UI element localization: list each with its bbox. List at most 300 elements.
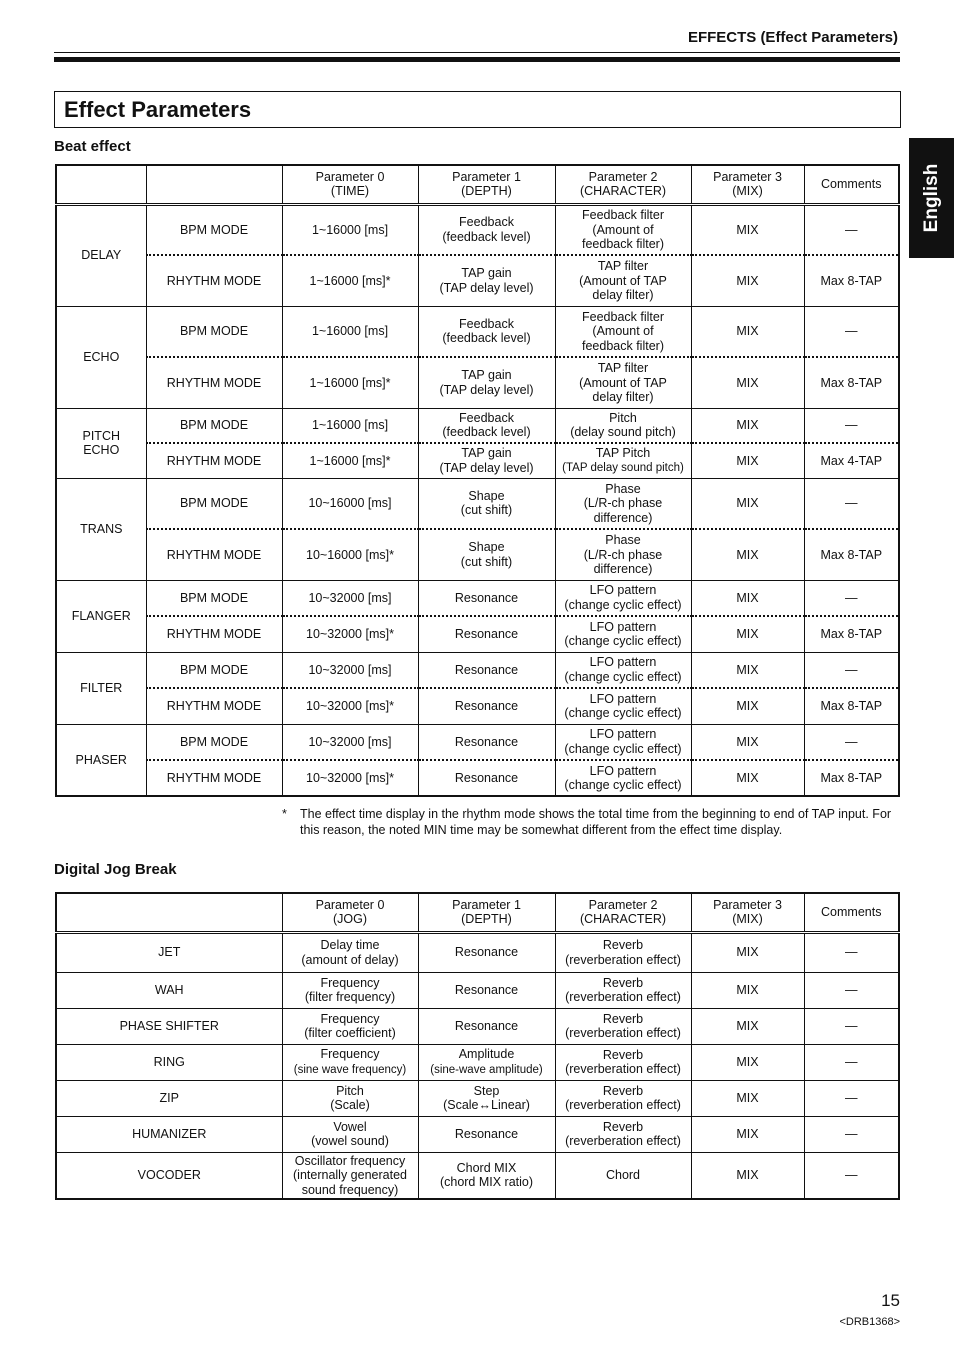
beat-param0: 1~16000 [ms]: [282, 408, 418, 443]
jog-param1-line: Step: [473, 1083, 500, 1098]
beat-param1-line: TAP gain: [461, 446, 512, 461]
header-rule-thick: [54, 57, 900, 62]
beat-comment: Max 4-TAP: [804, 443, 899, 478]
jog-param1: [418, 1044, 555, 1080]
beat-param1-line: Resonance: [454, 770, 519, 785]
table-row: [56, 932, 899, 972]
beat-comment: —: [804, 580, 899, 616]
jog-param2-line: (reverberation effect): [565, 1134, 681, 1148]
jog-param1: [418, 1080, 555, 1116]
digital-jog-break-heading: Digital Jog Break: [54, 861, 177, 878]
beat-param2-line: difference): [593, 562, 653, 576]
jog-param2-line: Reverb: [602, 938, 644, 952]
table-row: [56, 688, 899, 724]
beat-param2: [555, 255, 691, 306]
jog-header-0-line: Parameter 0: [315, 897, 385, 912]
beat-mode: BPM MODE: [146, 306, 282, 357]
jog-param3: MIX: [691, 932, 804, 972]
beat-param2-line: delay filter): [592, 288, 654, 302]
jog-param0-line: (internally generated: [293, 1168, 407, 1182]
beat-param1-line: Resonance: [454, 699, 519, 713]
jog-param1-line: Resonance: [454, 1126, 519, 1141]
jog-header-2: [555, 893, 691, 932]
beat-param1: [418, 306, 555, 357]
jog-param0-line: (amount of delay): [301, 952, 399, 967]
jog-param2-line: Chord: [605, 1168, 641, 1182]
beat-effect-heading: Beat effect: [54, 138, 131, 155]
beat-param0: 10~32000 [ms]: [282, 652, 418, 688]
beat-param2-line: (Amount of: [592, 324, 654, 338]
beat-comment: Max 8-TAP: [804, 357, 899, 408]
jog-header-4: [804, 893, 899, 932]
jog-header-2-line: (CHARACTER): [579, 912, 667, 927]
beat-param2: [555, 357, 691, 408]
beat-param1: [418, 255, 555, 306]
beat-header-4: [804, 165, 899, 204]
beat-effect-name-line: FILTER: [80, 680, 123, 695]
page-number: 15: [881, 1291, 900, 1310]
jog-param0: [282, 1044, 418, 1080]
table-row: [56, 1116, 899, 1152]
beat-param2: [555, 580, 691, 616]
beat-param2-line: (change cyclic effect): [564, 778, 682, 792]
rhythm-mode-footnote: [282, 806, 902, 838]
beat-mode: BPM MODE: [146, 652, 282, 688]
beat-param2-line: LFO pattern: [589, 763, 657, 778]
beat-header-4-line: Comments: [821, 177, 882, 191]
jog-effect-name: RING: [56, 1044, 282, 1080]
jog-param2: [555, 1116, 691, 1152]
jog-param2-line: (reverberation effect): [565, 1098, 681, 1112]
jog-param0-line: Delay time: [320, 938, 380, 952]
jog-comment: —: [804, 932, 899, 972]
jog-param0: [282, 1080, 418, 1116]
beat-header-2-line: (CHARACTER): [579, 184, 667, 199]
jog-effect-name: HUMANIZER: [56, 1116, 282, 1152]
jog-param2-line: (reverberation effect): [565, 952, 681, 967]
jog-header-2-line: Parameter 2: [588, 897, 658, 912]
beat-param2-line: LFO pattern: [589, 727, 657, 742]
table-row: [56, 724, 899, 760]
beat-param1-line: (TAP delay level): [439, 382, 534, 397]
jog-param1-line: Resonance: [454, 945, 519, 960]
beat-comment: —: [804, 652, 899, 688]
beat-header-3-line: Parameter 3: [713, 169, 782, 184]
table-row: [56, 1008, 899, 1044]
table-row: [56, 443, 899, 478]
beat-param1-line: (cut shift): [460, 503, 513, 518]
beat-param3: MIX: [691, 443, 804, 478]
jog-param2-line: Reverb: [602, 1047, 644, 1062]
table-row: [56, 1044, 899, 1080]
jog-comment: —: [804, 1152, 899, 1199]
table-row: [56, 972, 899, 1008]
table-row: [56, 1152, 899, 1199]
beat-mode: RHYTHM MODE: [146, 529, 282, 580]
beat-param1-line: Shape: [468, 488, 505, 503]
jog-param2: [555, 972, 691, 1008]
jog-header-1-line: (DEPTH): [461, 912, 512, 927]
beat-mode: BPM MODE: [146, 204, 282, 255]
jog-param3: MIX: [691, 1116, 804, 1152]
beat-param0: 10~32000 [ms]*: [282, 688, 418, 724]
beat-param2: [555, 760, 691, 796]
jog-header-3: [691, 893, 804, 932]
beat-param2-line: (change cyclic effect): [564, 597, 682, 612]
beat-param2-line: Phase: [605, 481, 641, 496]
beat-effect-name-line: ECHO: [83, 443, 120, 457]
jog-param2-line: Reverb: [602, 1119, 644, 1134]
beat-effect-name: [56, 408, 146, 478]
table-row: [56, 616, 899, 652]
jog-param1-line: Resonance: [454, 1018, 519, 1033]
beat-mode: RHYTHM MODE: [146, 357, 282, 408]
language-tab: [909, 138, 954, 258]
beat-effect-name-line: ECHO: [83, 349, 120, 364]
beat-param2-line: (change cyclic effect): [564, 669, 682, 684]
beat-header-2: [555, 165, 691, 204]
jog-header-1-line: Parameter 1: [452, 897, 521, 912]
beat-param1-line: (TAP delay level): [439, 280, 534, 295]
beat-param1: [418, 204, 555, 255]
jog-param0-line: Vowel: [333, 1119, 367, 1134]
beat-param2-line: (Amount of TAP: [579, 375, 667, 390]
table-row: [56, 760, 899, 796]
jog-param0-line: (sine wave frequency): [293, 1063, 407, 1076]
jog-param0: [282, 932, 418, 972]
jog-param2: [555, 1080, 691, 1116]
jog-header-1: [418, 893, 555, 932]
jog-param0-line: Frequency: [320, 1011, 380, 1026]
beat-param1-line: (TAP delay level): [439, 460, 534, 475]
beat-param1: [418, 357, 555, 408]
footnote-text: The effect time display in the rhythm mode shows the total time from the beginning to end of TAP input. For this reason, the noted MIN time may be somewhat different from the effect time display.: [300, 807, 892, 837]
beat-param1: [418, 478, 555, 529]
beat-param1-line: Resonance: [454, 662, 519, 677]
beat-header-1: [418, 165, 555, 204]
jog-effect-name: WAH: [56, 972, 282, 1008]
beat-param2: [555, 652, 691, 688]
beat-param1: [418, 652, 555, 688]
beat-effect-table: [55, 164, 900, 797]
beat-mode: BPM MODE: [146, 478, 282, 529]
jog-param1-line: Chord MIX: [456, 1160, 517, 1175]
table-row: [56, 1080, 899, 1116]
table-row: [56, 306, 899, 357]
table-row: [56, 255, 899, 306]
running-header: EFFECTS (Effect Parameters): [687, 29, 898, 46]
beat-effect-name: [56, 580, 146, 652]
beat-effect-name: [56, 306, 146, 408]
jog-param0-line: (Scale): [330, 1098, 370, 1112]
beat-param3: MIX: [691, 760, 804, 796]
jog-comment: —: [804, 1080, 899, 1116]
footnote-mark: *: [282, 807, 287, 821]
beat-param2-line: LFO pattern: [589, 583, 657, 598]
beat-param3: MIX: [691, 204, 804, 255]
beat-effect-name-line: PHASER: [75, 752, 127, 767]
beat-param2-line: LFO pattern: [589, 619, 657, 634]
jog-param2-line: (reverberation effect): [565, 1026, 681, 1040]
jog-param0-line: Frequency: [320, 1047, 380, 1061]
beat-param1: [418, 688, 555, 724]
beat-param1: [418, 760, 555, 796]
jog-param2-line: Reverb: [602, 975, 644, 990]
beat-param2: [555, 306, 691, 357]
beat-param2-line: feedback filter): [582, 237, 664, 251]
beat-param0: 1~16000 [ms]*: [282, 443, 418, 478]
beat-effect-name-line: PITCH: [82, 428, 120, 443]
beat-param2-line: (TAP delay sound pitch): [562, 462, 684, 475]
beat-param2-line: Feedback filter: [582, 309, 664, 324]
beat-param0: 1~16000 [ms]*: [282, 255, 418, 306]
jog-param0: [282, 972, 418, 1008]
jog-param2: [555, 1152, 691, 1199]
beat-mode: RHYTHM MODE: [146, 616, 282, 652]
beat-param2-line: (change cyclic effect): [564, 634, 682, 649]
beat-effect-name-line: FLANGER: [71, 608, 131, 623]
beat-param2-line: difference): [593, 510, 653, 525]
jog-header-0: [282, 893, 418, 932]
beat-comment: Max 8-TAP: [804, 255, 899, 306]
beat-param3: MIX: [691, 652, 804, 688]
beat-header-1-line: (DEPTH): [461, 184, 512, 199]
beat-param0: 10~16000 [ms]*: [282, 529, 418, 580]
beat-header-3: [691, 165, 804, 204]
table-row: [56, 652, 899, 688]
beat-header-0: [282, 165, 418, 204]
beat-param1-line: (feedback level): [442, 425, 531, 440]
beat-param2-line: delay filter): [592, 390, 654, 404]
beat-param3: MIX: [691, 616, 804, 652]
jog-param0-line: Frequency: [320, 975, 380, 990]
beat-effect-name: [56, 478, 146, 580]
beat-param3: MIX: [691, 529, 804, 580]
beat-param0: 1~16000 [ms]*: [282, 357, 418, 408]
table-row: [56, 357, 899, 408]
beat-param1-line: Shape: [468, 540, 505, 555]
jog-param1: [418, 932, 555, 972]
beat-param2: [555, 443, 691, 478]
beat-effect-name: [56, 204, 146, 306]
beat-param1-line: (cut shift): [460, 554, 513, 569]
jog-param2: [555, 932, 691, 972]
beat-param1: [418, 443, 555, 478]
beat-param1-line: Feedback: [459, 316, 514, 331]
beat-header-0-line: Parameter 0: [315, 169, 385, 184]
beat-param2: [555, 204, 691, 255]
beat-param1-line: (feedback level): [442, 229, 531, 244]
beat-param1-line: Resonance: [454, 734, 519, 749]
jog-param1-line: (chord MIX ratio): [439, 1175, 534, 1190]
beat-comment: Max 8-TAP: [804, 529, 899, 580]
beat-mode: BPM MODE: [146, 580, 282, 616]
beat-param2: [555, 616, 691, 652]
jog-header-4-line: Comments: [821, 905, 882, 919]
jog-param2-line: Reverb: [602, 1083, 644, 1098]
beat-mode: RHYTHM MODE: [146, 255, 282, 306]
beat-param1-line: Feedback: [459, 215, 514, 230]
jog-param0-line: Pitch: [336, 1083, 364, 1098]
beat-header-1-line: Parameter 1: [452, 169, 521, 184]
beat-param2-line: (Amount of TAP: [579, 273, 667, 288]
jog-comment: —: [804, 1008, 899, 1044]
jog-param2-line: Reverb: [602, 1011, 644, 1026]
beat-param1: [418, 408, 555, 443]
beat-param2-line: LFO pattern: [589, 655, 657, 670]
beat-param2-line: Pitch: [609, 410, 637, 425]
jog-param3: MIX: [691, 1008, 804, 1044]
beat-param0: 1~16000 [ms]: [282, 204, 418, 255]
beat-mode: BPM MODE: [146, 408, 282, 443]
beat-effect-name-line: TRANS: [80, 521, 123, 536]
jog-param3: MIX: [691, 1080, 804, 1116]
beat-param2-line: (Amount of: [592, 222, 654, 237]
jog-param3: MIX: [691, 1044, 804, 1080]
jog-param1: [418, 1152, 555, 1199]
beat-param1-line: Feedback: [459, 410, 514, 425]
jog-param2-line: (reverberation effect): [565, 1062, 681, 1076]
jog-param0: [282, 1116, 418, 1152]
jog-param0-line: Oscillator frequency: [294, 1153, 406, 1168]
jog-effect-name: ZIP: [56, 1080, 282, 1116]
beat-param0: 10~32000 [ms]: [282, 724, 418, 760]
section-title-box: [54, 91, 901, 128]
beat-param0: 10~32000 [ms]*: [282, 760, 418, 796]
beat-param3: MIX: [691, 255, 804, 306]
jog-param0-line: (vowel sound): [311, 1134, 389, 1148]
jog-param1: [418, 1116, 555, 1152]
beat-header-0-line: (TIME): [330, 184, 370, 199]
beat-comment: —: [804, 724, 899, 760]
jog-effect-name: JET: [56, 932, 282, 972]
beat-effect-name: [56, 652, 146, 724]
header-rule-thin: [54, 52, 900, 53]
beat-param2: [555, 724, 691, 760]
beat-comment: —: [804, 204, 899, 255]
beat-param3: MIX: [691, 408, 804, 443]
jog-param0-line: sound frequency): [301, 1182, 399, 1197]
beat-mode: RHYTHM MODE: [146, 760, 282, 796]
beat-param3: MIX: [691, 478, 804, 529]
beat-comment: Max 8-TAP: [804, 688, 899, 724]
beat-mode: RHYTHM MODE: [146, 443, 282, 478]
document-code: <DRB1368>: [839, 1316, 900, 1328]
beat-param2-line: feedback filter): [582, 338, 664, 353]
jog-param2: [555, 1044, 691, 1080]
jog-param0: [282, 1008, 418, 1044]
jog-param3: MIX: [691, 1152, 804, 1199]
jog-header-3-line: Parameter 3: [713, 897, 782, 912]
beat-header-3-line: (MIX): [732, 184, 763, 199]
beat-param3: MIX: [691, 580, 804, 616]
beat-param1-line: (feedback level): [442, 331, 531, 346]
table-row: [56, 529, 899, 580]
beat-param2: [555, 408, 691, 443]
jog-header-3-line: (MIX): [732, 912, 763, 927]
header-blank-mode: [146, 165, 282, 204]
beat-param2-line: Phase: [605, 533, 641, 547]
beat-comment: —: [804, 408, 899, 443]
beat-param2-line: TAP filter: [597, 361, 649, 375]
jog-comment: —: [804, 1116, 899, 1152]
beat-param1: [418, 580, 555, 616]
table-row: [56, 580, 899, 616]
jog-param0-line: (filter frequency): [304, 990, 396, 1004]
beat-param1: [418, 529, 555, 580]
jog-header-0-line: (JOG): [332, 912, 368, 927]
beat-param0: 10~32000 [ms]*: [282, 616, 418, 652]
beat-param0: 1~16000 [ms]: [282, 306, 418, 357]
beat-param3: MIX: [691, 357, 804, 408]
table-row: [56, 478, 899, 529]
jog-param1-line: Resonance: [454, 982, 519, 997]
jog-param1-line: (Scale↔Linear): [443, 1098, 530, 1112]
jog-effect-name: PHASE SHIFTER: [56, 1008, 282, 1044]
beat-param2-line: LFO pattern: [589, 691, 657, 706]
header-blank-effect: [56, 165, 146, 204]
beat-param1: [418, 724, 555, 760]
beat-comment: —: [804, 478, 899, 529]
beat-param2-line: (L/R-ch phase: [583, 547, 663, 562]
beat-param1: [418, 616, 555, 652]
beat-effect-name: [56, 724, 146, 796]
beat-param2: [555, 478, 691, 529]
beat-param1-line: TAP gain: [461, 266, 512, 281]
jog-effect-name: VOCODER: [56, 1152, 282, 1199]
beat-mode: RHYTHM MODE: [146, 688, 282, 724]
beat-comment: —: [804, 306, 899, 357]
beat-param2-line: (change cyclic effect): [564, 741, 682, 756]
beat-header-2-line: Parameter 2: [588, 169, 658, 184]
jog-param1-line: (sine-wave amplitude): [430, 1063, 543, 1076]
beat-param3: MIX: [691, 688, 804, 724]
jog-param1-line: Amplitude: [458, 1047, 515, 1061]
beat-param1-line: Resonance: [454, 590, 519, 605]
beat-param1-line: TAP gain: [461, 368, 512, 383]
beat-param2: [555, 688, 691, 724]
jog-param3: MIX: [691, 972, 804, 1008]
digital-jog-break-table: [55, 892, 900, 1200]
beat-param0: 10~32000 [ms]: [282, 580, 418, 616]
beat-param2-line: TAP Pitch: [595, 445, 651, 460]
jog-param0: [282, 1152, 418, 1199]
beat-param2-line: (delay sound pitch): [570, 425, 676, 440]
jog-header-blank: [56, 893, 282, 932]
beat-param2-line: TAP filter: [597, 259, 649, 273]
beat-param2: [555, 529, 691, 580]
beat-param3: MIX: [691, 306, 804, 357]
jog-param1: [418, 1008, 555, 1044]
beat-param2-line: (change cyclic effect): [564, 706, 682, 721]
beat-param2-line: Feedback filter: [582, 208, 664, 222]
beat-effect-name-line: DELAY: [81, 248, 122, 263]
section-title: Effect Parameters: [64, 97, 252, 122]
jog-comment: —: [804, 972, 899, 1008]
jog-param1: [418, 972, 555, 1008]
jog-comment: —: [804, 1044, 899, 1080]
jog-param2-line: (reverberation effect): [565, 990, 681, 1004]
beat-param2-line: (L/R-ch phase: [583, 496, 663, 510]
beat-param1-line: Resonance: [454, 627, 519, 641]
table-row: [56, 204, 899, 255]
jog-param2: [555, 1008, 691, 1044]
beat-comment: Max 8-TAP: [804, 616, 899, 652]
language-tab-label: English: [920, 163, 942, 233]
jog-param0-line: (filter coefficient): [304, 1026, 396, 1040]
table-row: [56, 408, 899, 443]
beat-comment: Max 8-TAP: [804, 760, 899, 796]
